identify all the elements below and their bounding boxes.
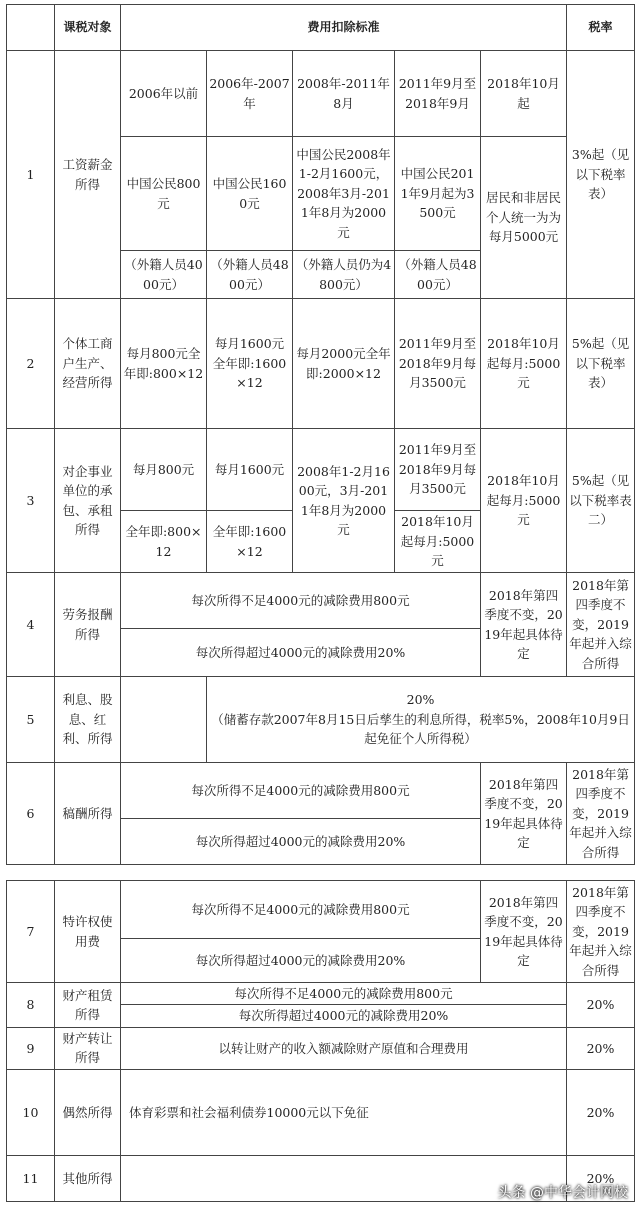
row-3-bottom-1: 全年即:800×12 xyxy=(121,511,207,573)
row-7-rate: 2018年第四季度不变，2019年起并入综合所得 xyxy=(567,881,635,983)
row-5 xyxy=(7,677,635,763)
row-4-line-1: 每次所得不足4000元的减除费用800元 xyxy=(121,573,481,629)
row-1-rate: 3%起（见以下税率表） xyxy=(567,51,635,299)
row-5-note: （储蓄存款2007年8月15日后孳生的利息所得，税率5%，2008年10月9日起免征个人所得税） xyxy=(211,711,630,747)
row-1-period-1: 2006年以前 xyxy=(121,51,207,137)
row-9-text: 以转让财产的收入额减除财产原值和合理费用 xyxy=(121,1027,567,1069)
row-6-rate: 2018年第四季度不变，2019年起并入综合所得 xyxy=(567,763,635,865)
header-blank xyxy=(7,5,55,51)
row-1-amount-3: 中国公民2008年1-2月1600元，2008年3月-2011年8月为2000元 xyxy=(293,137,395,251)
row-1-period-4: 2011年9月至2018年9月 xyxy=(395,51,481,137)
row-4-note: 2018年第四季度不变，2019年起具体待定 xyxy=(481,573,567,677)
row-10 xyxy=(7,1069,635,1155)
row-2-rate: 5%起（见以下税率表） xyxy=(567,299,635,429)
row-2-cell-2: 每月1600元全年即:1600×12 xyxy=(207,299,293,429)
row-3-top-2: 每月1600元 xyxy=(207,429,293,511)
row-8-line-2: 每次所得超过4000元的减除费用20% xyxy=(121,1005,567,1027)
header-row xyxy=(7,5,635,51)
row-5-rate-block xyxy=(207,677,635,763)
row-11-num: 11 xyxy=(7,1155,55,1201)
row-8-top xyxy=(7,983,635,1005)
row-7-note: 2018年第四季度不变，2019年起具体待定 xyxy=(481,881,567,983)
row-2 xyxy=(7,299,635,429)
row-1-amount-4: 中国公民2011年9月起为3500元 xyxy=(395,137,481,251)
row-3-top xyxy=(7,429,635,511)
row-7-line-1: 每次所得不足4000元的减除费用800元 xyxy=(121,881,481,939)
row-3-c4a: 2011年9月至2018年9月每月3500元 xyxy=(395,429,481,511)
row-1-foreign-2: （外籍人员4800元） xyxy=(207,251,293,299)
row-6-line-1: 每次所得不足4000元的减除费用800元 xyxy=(121,763,481,819)
row-5-rate: 20% xyxy=(406,692,435,708)
header-object: 课税对象 xyxy=(55,5,121,51)
row-4-object: 劳务报酬所得 xyxy=(55,573,121,677)
row-6-num: 6 xyxy=(7,763,55,865)
row-1-object: 工资薪金所得 xyxy=(55,51,121,299)
row-6-top xyxy=(7,763,635,819)
row-3-rate: 5%起（见以下税率表二） xyxy=(567,429,635,573)
row-6-line-2: 每次所得超过4000元的减除费用20% xyxy=(121,819,481,865)
row-10-object: 偶然所得 xyxy=(55,1069,121,1155)
row-3-top-1: 每月800元 xyxy=(121,429,207,511)
row-11-rate: 20% xyxy=(567,1155,635,1201)
header-rate: 税率 xyxy=(567,5,635,51)
row-1-amount-2: 中国公民1600元 xyxy=(207,137,293,251)
row-9-object: 财产转让所得 xyxy=(55,1027,121,1069)
row-9-num: 9 xyxy=(7,1027,55,1069)
header-deduction: 费用扣除标准 xyxy=(121,5,567,51)
row-1-amount-1: 中国公民800元 xyxy=(121,137,207,251)
row-3-object: 对企事业单位的承包、承租所得 xyxy=(55,429,121,573)
row-8-line-1: 每次所得不足4000元的减除费用800元 xyxy=(121,983,567,1005)
row-2-cell-1: 每月800元全年即:800×12 xyxy=(121,299,207,429)
row-1-foreign-1: （外籍人员4000元） xyxy=(121,251,207,299)
watermark: 头条 @中华会计网校 xyxy=(497,1185,628,1201)
row-4-top xyxy=(7,573,635,629)
row-2-cell-3: 每月2000元全年即:2000×12 xyxy=(293,299,395,429)
tax-table-part2 xyxy=(6,880,635,1202)
row-1-period-5: 2018年10月起 xyxy=(481,51,567,137)
row-6-object: 稿酬所得 xyxy=(55,763,121,865)
row-7-top xyxy=(7,881,635,939)
row-10-rate: 20% xyxy=(567,1069,635,1155)
row-1-foreign-3: （外籍人员仍为4800元） xyxy=(293,251,395,299)
row-5-blank xyxy=(121,677,207,763)
row-8-rate: 20% xyxy=(567,983,635,1028)
row-3-c3: 2008年1-2月1600元，3月-2011年8月为2000元 xyxy=(293,429,395,573)
row-1-num: 1 xyxy=(7,51,55,299)
row-3-num: 3 xyxy=(7,429,55,573)
row-1-unified: 居民和非居民个人统一为为每月5000元 xyxy=(481,137,567,299)
row-4-num: 4 xyxy=(7,573,55,677)
row-1-foreign-4: （外籍人员4800元） xyxy=(395,251,481,299)
row-2-object: 个体工商户生产、经营所得 xyxy=(55,299,121,429)
row-9-rate: 20% xyxy=(567,1027,635,1069)
row-2-cell-5: 2018年10月起每月:5000元 xyxy=(481,299,567,429)
row-8-num: 8 xyxy=(7,983,55,1028)
row-4-rate: 2018年第四季度不变，2019年起并入综合所得 xyxy=(567,573,635,677)
row-3-c5: 2018年10月起每月:5000元 xyxy=(481,429,567,573)
row-1-period-2: 2006年-2007年 xyxy=(207,51,293,137)
row-2-cell-4: 2011年9月至2018年9月每月3500元 xyxy=(395,299,481,429)
row-5-num: 5 xyxy=(7,677,55,763)
row-1-period-3: 2008年-2011年8月 xyxy=(293,51,395,137)
row-5-object: 利息、股息、红利、所得 xyxy=(55,677,121,763)
row-7-num: 7 xyxy=(7,881,55,983)
row-1-periods xyxy=(7,51,635,137)
row-3-bottom-2: 全年即:1600×12 xyxy=(207,511,293,573)
row-7-object: 特许权使用费 xyxy=(55,881,121,983)
row-10-num: 10 xyxy=(7,1069,55,1155)
row-2-num: 2 xyxy=(7,299,55,429)
row-3-c4b: 2018年10月起每月:5000元 xyxy=(395,511,481,573)
row-11-object: 其他所得 xyxy=(55,1155,121,1201)
row-9 xyxy=(7,1027,635,1069)
tax-table-part1 xyxy=(6,4,635,865)
row-7-line-2: 每次所得超过4000元的减除费用20% xyxy=(121,939,481,983)
row-4-line-2: 每次所得超过4000元的减除费用20% xyxy=(121,629,481,677)
row-10-text: 体育彩票和社会福利债券10000元以下免征 xyxy=(121,1069,567,1155)
row-8-object: 财产租赁所得 xyxy=(55,983,121,1028)
row-6-note: 2018年第四季度不变，2019年起具体待定 xyxy=(481,763,567,865)
